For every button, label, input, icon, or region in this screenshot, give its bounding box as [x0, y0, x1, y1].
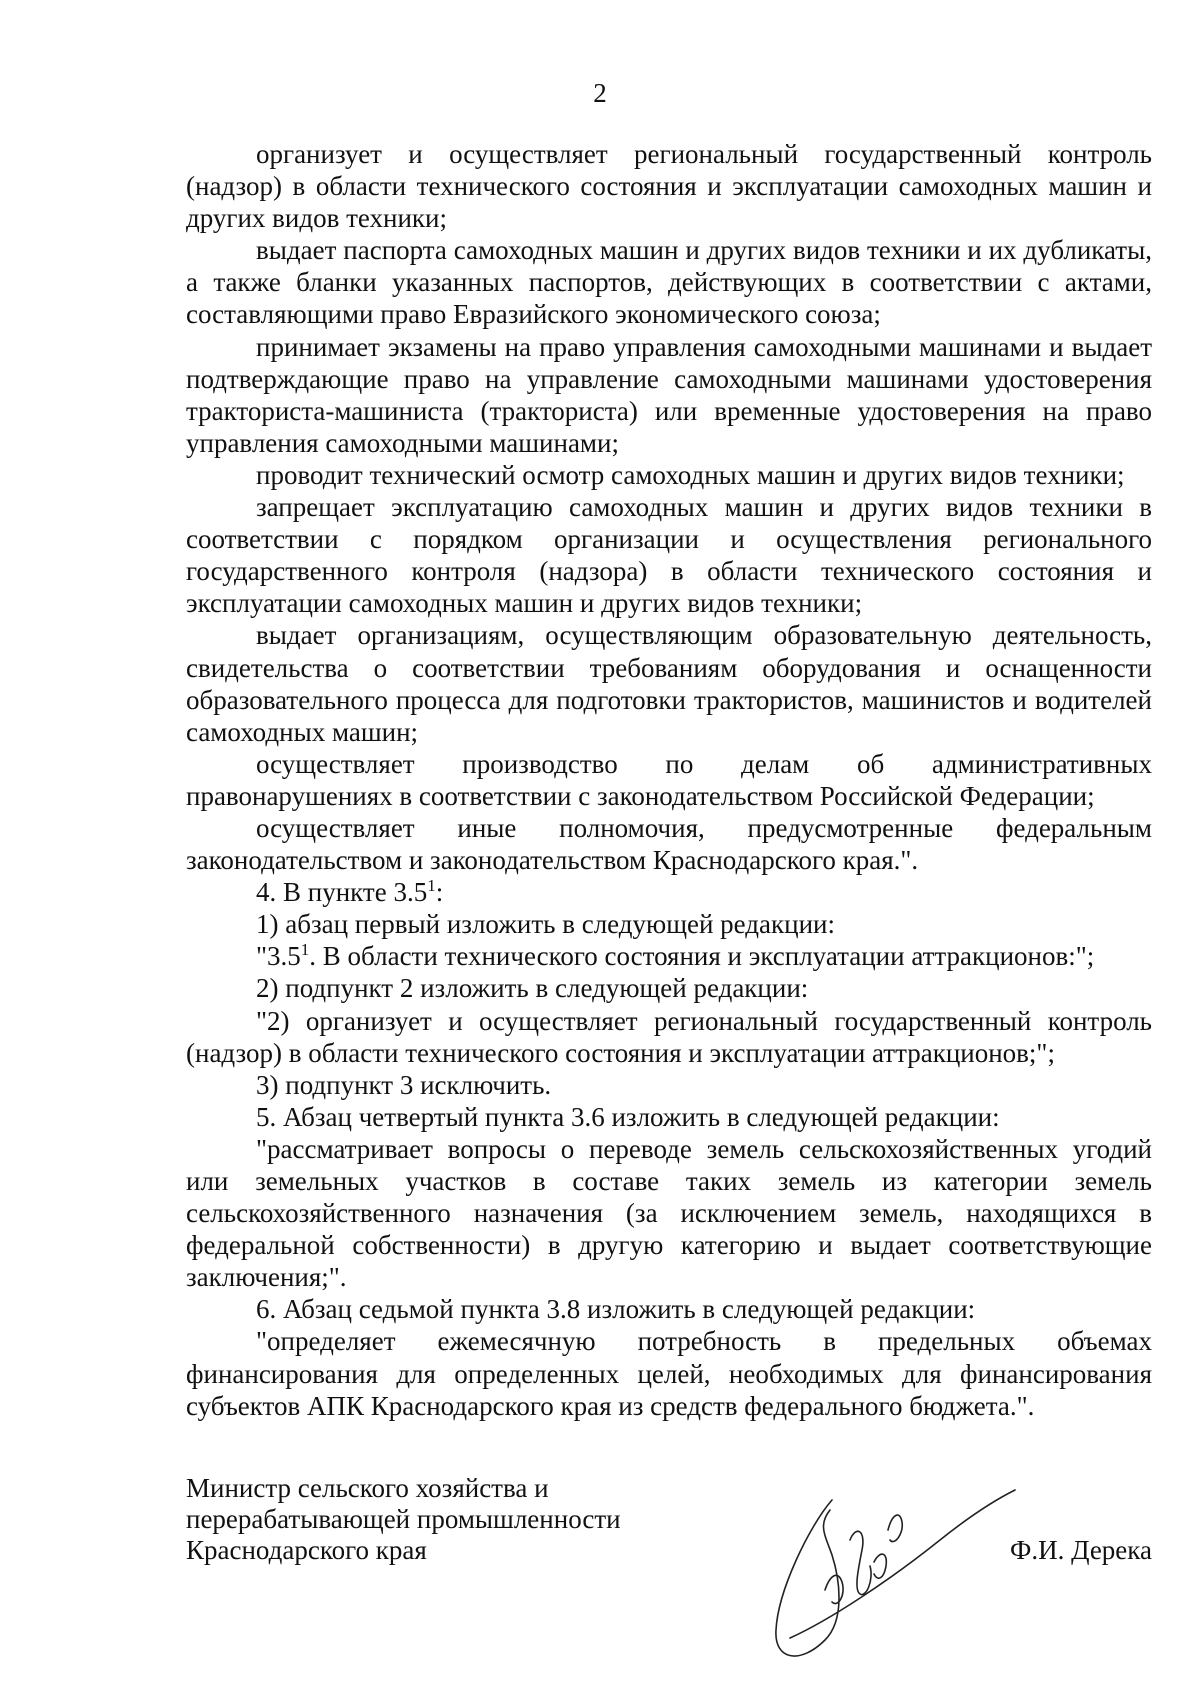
signatory-title-line: Краснодарского края	[186, 1535, 427, 1565]
paragraph: выдает паспорта самоходных машин и других видов техники и их дубликаты, а также бланки указанных паспортов, действующих в соответствии с актами, составляющими право Евразийского экономического союза;	[186, 235, 1152, 330]
item-4-quote-2: "2) организует и осуществляет региональный государственный контроль (надзор) в области технического состояния и эксплуатации аттракционов;";	[186, 1005, 1152, 1068]
item-6-quote: "определяет ежемесячную потребность в предельных объемах финансирования для определенных целей, необходимых для финансирования субъектов АПК Краснодарского края из средств федерального бюджета.".	[186, 1326, 1152, 1421]
item-4-suffix: :	[435, 877, 444, 908]
handwritten-signature	[770, 1470, 1030, 1670]
item-4-subitem-2: 2) подпункт 2 изложить в следующей редакции:	[256, 973, 809, 1004]
item-4-heading	[186, 876, 1152, 908]
quote-prefix: "3.5	[256, 941, 301, 972]
item-5-heading: 5. Абзац четвертый пункта 3.6 изложить в следующей редакции:	[256, 1101, 1000, 1132]
paragraph: проводит технический осмотр самоходных машин и других видов техники;	[256, 459, 1125, 490]
paragraph: осуществляет производство по делам об административных правонарушениях в соответствии с законодательством Российской Федерации;	[186, 748, 1152, 811]
item-4-subitem-1: 1) абзац первый изложить в следующей редакции:	[256, 909, 835, 940]
signer-name: Ф.И. Дерека	[1010, 1535, 1152, 1565]
paragraph: осуществляет иные полномочия, предусмотренные федеральным законодательством и законодательством Краснодарского края.".	[186, 812, 1152, 876]
signatory-title	[186, 1473, 621, 1566]
paragraph: принимает экзамены на право управления самоходными машинами и выдает подтверждающие право на управление самоходными машинами удостоверения тракториста-машиниста (тракториста) или временные удостоверения на право управления самоходными машинами;	[186, 331, 1152, 458]
item-4-prefix: 4. В пункте 3.5	[256, 877, 428, 908]
signatory-title-line: перерабатывающей промышленности	[186, 1504, 621, 1534]
page-number: 2	[593, 78, 607, 108]
item-5-quote: "рассматривает вопросы о переводе земель сельскохозяйственных угодий или земельных участков в составе таких земель из категории земель сельскохозяйственного назначения (за исключением земель, находящихся в федеральной собственности) в другую категорию и выдает соответствующие заключения;".	[186, 1133, 1152, 1293]
document-body	[186, 138, 1152, 1422]
item-6-heading: 6. Абзац седьмой пункта 3.8 изложить в следующей редакции:	[256, 1294, 976, 1325]
paragraph: организует и осуществляет региональный государственный контроль (надзор) в области технического состояния и эксплуатации самоходных машин и других видов техники;	[186, 139, 1152, 234]
paragraph: запрещает эксплуатацию самоходных машин и других видов техники в соответствии с порядком организации и осуществления регионального государственного контроля (надзора) в области технического состояния и эксплуатации самоходных машин и других видов техники;	[186, 492, 1152, 619]
quote-suffix: . В области технического состояния и эксплуатации аттракционов:";	[309, 941, 1095, 972]
paragraph: выдает организациям, осуществляющим образовательную деятельность, свидетельства о соответствии требованиям оборудования и оснащенности образовательного процесса для подготовки трактористов, машинистов и водителей самоходных машин;	[186, 620, 1152, 747]
item-4-subitem-3: 3) подпункт 3 исключить.	[256, 1069, 552, 1100]
superscript: 1	[300, 940, 310, 960]
signatory-title-line: Министр сельского хозяйства и	[186, 1473, 549, 1503]
superscript: 1	[427, 876, 436, 896]
item-4-quote-1	[186, 940, 1152, 972]
